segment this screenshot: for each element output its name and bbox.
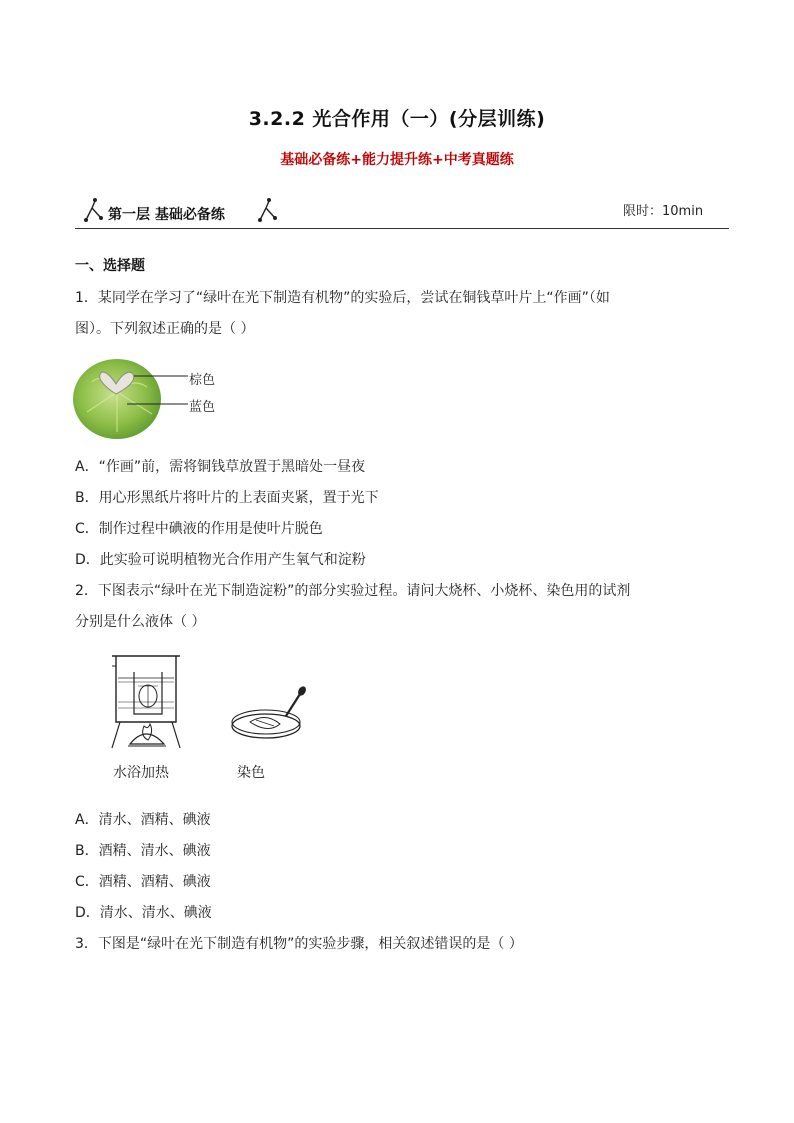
staining-label: 染色 [237,765,265,781]
time-limit: 限时：10min [623,204,704,219]
question-1-stem-line-2: 图）。下列叙述正确的是（ ） [75,321,255,337]
water-bath-figure [108,652,194,756]
page-subtitle: 基础必备练+能力提升练+中考真题练 [280,152,514,168]
question-1-option-c[interactable]: C．制作过程中碘液的作用是使叶片脱色 [75,521,323,537]
question-1-stem-line-1: 1．某同学在学习了“绿叶在光下制造有机物”的实验后，尝试在铜钱草叶片上“作画”（如 [75,290,610,306]
leaf-label-blue: 蓝色 [189,400,216,415]
question-3-stem-line-1: 3．下图是“绿叶在光下制造有机物”的实验步骤，相关叙述错误的是（ ） [75,936,523,952]
section-title: 一、选择题 [75,258,145,274]
page-title: 3.2.2 光合作用（一）(分层训练) [248,108,546,130]
question-2-option-d[interactable]: D．清水、清水、碘液 [75,905,212,921]
question-1-option-b[interactable]: B．用心形黑纸片将叶片的上表面夹紧，置于光下 [75,490,379,506]
question-1-option-d[interactable]: D．此实验可说明植物光合作用产生氧气和淀粉 [75,552,366,568]
layer-label: 第一层 基础必备练 [108,207,225,223]
layer-decoration-right-icon [256,196,280,224]
question-2-stem-line-2: 分别是什么液体（ ） [75,614,206,630]
question-2-option-c[interactable]: C．酒精、酒精、碘液 [75,874,211,890]
question-2-option-b[interactable]: B．酒精、清水、碘液 [75,843,211,859]
leaf-label-brown: 棕色 [189,373,216,388]
water-bath-label: 水浴加热 [113,765,169,781]
leaf-figure [72,352,192,442]
question-2-option-a[interactable]: A．清水、酒精、碘液 [75,812,211,828]
layer-decoration-left-icon [82,196,106,224]
layer-divider [75,228,729,229]
question-1-option-a[interactable]: A．“作画”前，需将铜钱草放置于黑暗处一昼夜 [75,459,366,475]
question-2-stem-line-1: 2．下图表示“绿叶在光下制造淀粉”的部分实验过程。请问大烧杯、小烧杯、染色用的试剂 [75,583,631,599]
staining-figure [228,686,314,750]
